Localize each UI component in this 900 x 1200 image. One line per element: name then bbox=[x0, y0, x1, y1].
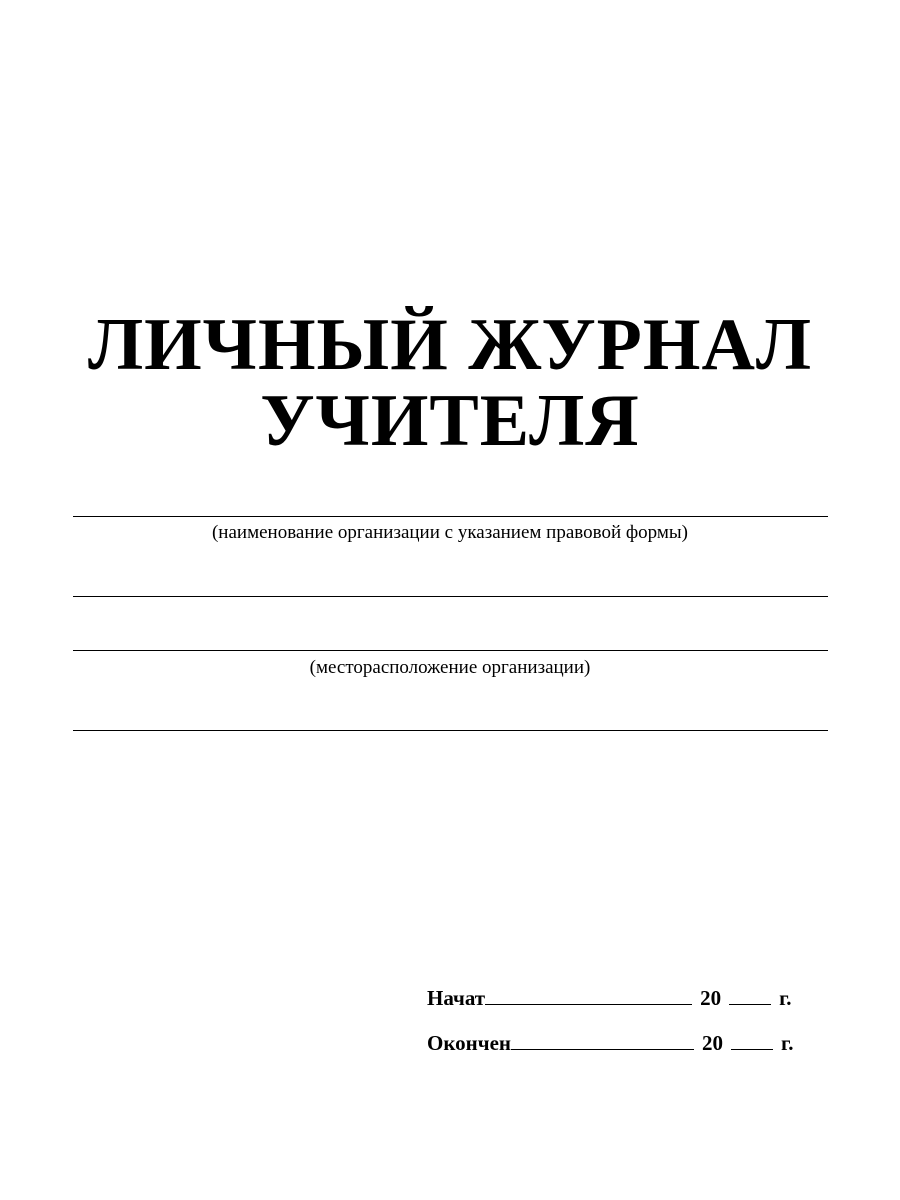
started-century: 20 bbox=[700, 986, 722, 1010]
location-caption: (месторасположение организации) bbox=[309, 657, 591, 678]
started-year-suffix: г. bbox=[779, 986, 792, 1010]
ended-year-suffix: г. bbox=[781, 1031, 794, 1055]
ended-label: Окончен bbox=[427, 1031, 512, 1055]
ended-date-blank bbox=[511, 1027, 694, 1050]
organization-caption: (наименование организации с указанием правовой формы) bbox=[211, 522, 689, 543]
organization-extra-line bbox=[73, 596, 828, 597]
page-title-line-1: ЛИЧНЫЙ ЖУРНАЛ bbox=[87, 304, 813, 386]
started-label: Начат bbox=[427, 986, 486, 1010]
location-line bbox=[73, 650, 828, 651]
started-year-blank bbox=[729, 982, 771, 1005]
ended-year-blank bbox=[731, 1027, 773, 1050]
page-title-line-2: УЧИТЕЛЯ bbox=[260, 380, 640, 462]
ended-date-row bbox=[427, 1027, 793, 1057]
ended-century: 20 bbox=[702, 1031, 724, 1055]
started-date-blank bbox=[485, 982, 692, 1005]
location-extra-line bbox=[73, 730, 828, 731]
started-date-row bbox=[427, 982, 792, 1012]
organization-name-line bbox=[73, 516, 828, 517]
